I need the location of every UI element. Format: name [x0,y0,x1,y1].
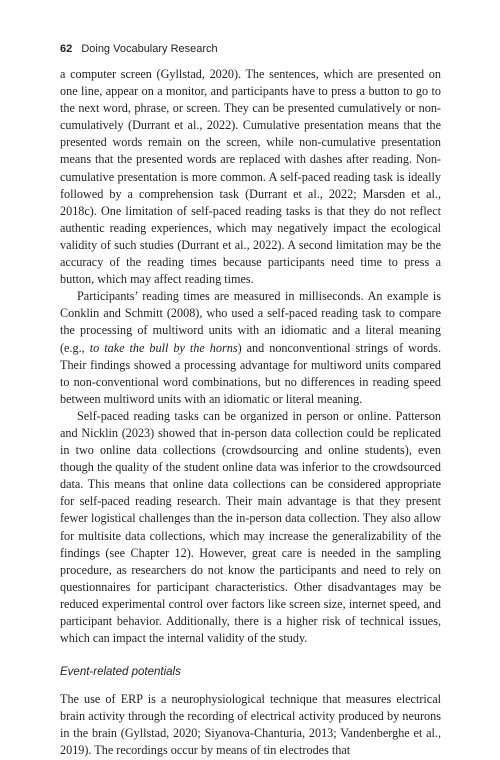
idiom-example: to take the bull by the horns [89,340,238,355]
paragraph-reading-times [60,288,441,408]
paragraph-online-data-collection: Self-paced reading tasks can be organized in person or online. Patterson and Nicklin (2023) showed that in-person data collection could be replicated in two online data collections (crowdsourcing and online students), even though the quality of the student online data was inferior to the crowdsourced data. This means that online data collections can be considered appropriate for self-paced reading research. Their main advantage is that they present fewer logistical challenges than the in-person data collection. They also allow for multisite data collections, which may increase the generalizability of the findings (see Chapter 12). However, great care is needed in the sampling procedure, as researchers do not know the participants and need to rely on questionnaires for participant characteristics. Other disadvantages may be reduced experimental control over factors like screen size, internet speed, and participant behavior. Additionally, there is a higher risk of technical issues, which can impact the internal validity of the study. [60,408,441,646]
paragraph-text: Participants’ reading times are measured in milliseconds. An example is Conklin and Schmitt (2008), who used a self-paced reading task to compare the processing of multiword units with an idiomatic and a literal meaning (e.g., [60,289,441,355]
paragraph-event-related-potentials: The use of ERP is a neurophysiological technique that measures electrical brain activity through the recording of electrical activity produced by neurons in the brain (Gyllstad, 2020; Siyanova-Chanturia, 2013; Vandenberghe et al., 2019). The recordings occur by means of tin electrodes that [60,692,441,758]
paragraph-self-paced-reading-continued: a computer screen (Gyllstad, 2020). The sentences, which are presented on one line, appear on a monitor, and participants have to press a button to go to the next word, phrase, or screen. They can be presented cumulatively or non-cumulatively (Durrant et al., 2022). Cumulative presentation means that the presented words remain on the screen, while non-cumulative presentation means that the presented words are replaced with dashes after reading. Non-cumulative presentation is more common. A self-paced reading task is ideally followed by a comprehension task (Durrant et al., 2022; Marsden et al., 2018c). One limitation of self-paced reading tasks is that they do not reflect authentic reading experiences, which may negatively impact the ecological validity of such studies (Durrant et al., 2022). A second limitation may be the accuracy of the reading times because participants need time to press a button, which may affect reading times. [60,67,441,287]
section-subheading: Event-related potentials [60,666,181,679]
body-text [60,66,441,760]
running-title: Doing Vocabulary Research [81,43,218,55]
paragraph-text: ) and nonconventional strings of words. Their findings showed a processing advantage for multiword units compared to non-conventional word combinations, but no differences in reading speed between multiword units with an idiomatic or literal meaning. [60,340,441,406]
page-number: 62 [60,43,73,55]
running-head [60,43,218,55]
